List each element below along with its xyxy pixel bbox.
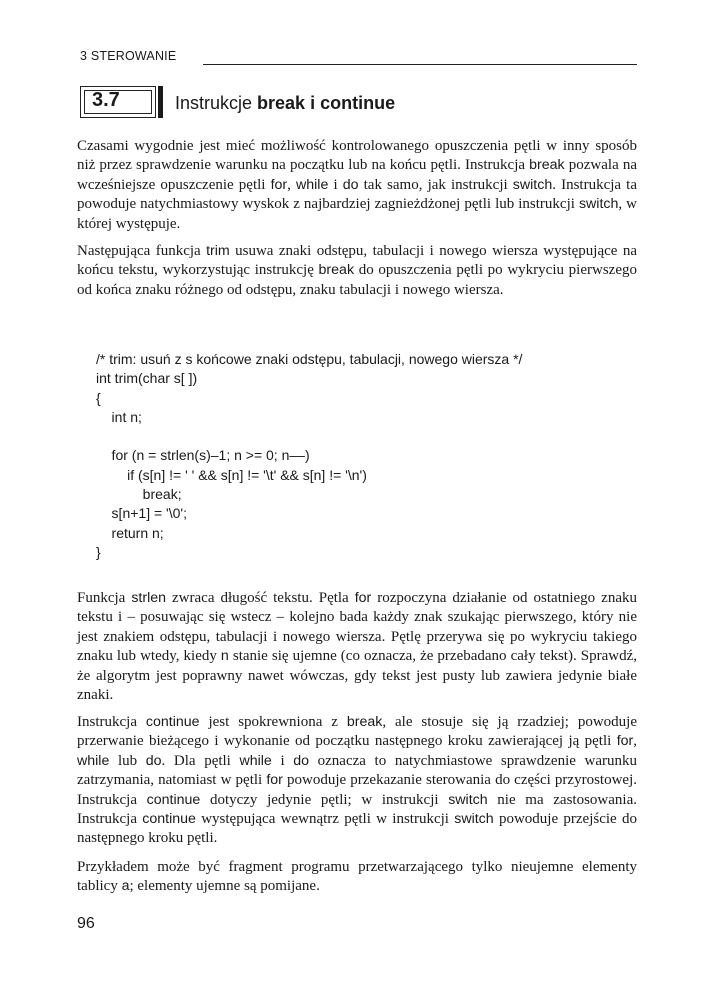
inline-keyword: for (354, 590, 372, 606)
text-run: , ale stosuje się ją rzadziej; powoduje przerwanie bieżącego i wykonanie od początku następnego kroku zawierającej ją pętli (77, 714, 637, 750)
text-run: . Dla pętli (161, 752, 240, 769)
text-run: Następująca funkcja (77, 243, 207, 259)
text-run: ; elementy ujemne są pomijane. (129, 878, 320, 895)
section-number: 3.7 (92, 89, 120, 111)
inline-keyword: switch (512, 176, 553, 193)
text-run: zwraca długość tekstu. Pętla (166, 590, 355, 606)
text-run: stanie się ujemne (co oznacza, że przebadano cały tekst). Sprawdź, że algorytm jest poprawny nawet wówczas, gdy tekst jest pusty lub zawiera jedynie białe znaki. (77, 648, 637, 704)
inline-keyword: break (529, 157, 565, 174)
section-marker-bar (158, 86, 163, 118)
inline-keyword: break (346, 714, 383, 730)
section-title-prefix: Instrukcje (175, 93, 258, 113)
text-run: powoduje przejście do następnego kroku pętli. (77, 811, 637, 847)
section-title-mid: i (305, 93, 321, 113)
header-rule (203, 64, 637, 65)
code-line: if (s[n] != ' ' && s[n] != '\t' && s[n] != '\n') (96, 466, 367, 483)
text-run: występująca wewnątrz pętli w instrukcji (195, 811, 455, 828)
text-run: Instrukcja (77, 714, 146, 730)
text-run: pozwala na wcześniejsze opuszczenie pętli (77, 157, 637, 193)
inline-keyword: strlen (131, 590, 167, 606)
inline-keyword: switch (578, 196, 619, 213)
inline-keyword: do (145, 752, 162, 769)
text-run: lub (109, 752, 146, 769)
text-run: usuwa znaki odstępu, tabulacji i nowego wiersza występujące na końcu tekstu, wykorzystując instrukcję (77, 243, 638, 279)
inline-keyword: while (239, 752, 272, 769)
paragraph (77, 242, 637, 300)
text-run: jest spokrewniona z (199, 714, 347, 730)
inline-keyword: while (296, 176, 329, 193)
running-header: 3 STEROWANIE (80, 49, 177, 63)
text-run: Funkcja (77, 590, 132, 606)
section-title (175, 93, 395, 114)
text-run: oznacza to natychmiastowe sprawdzenie warunku zatrzymania, natomiast w pętli (77, 752, 638, 789)
inline-keyword: continue (142, 811, 196, 828)
text-run: tak samo, jak instrukcji (358, 176, 513, 193)
text-run: nie ma zastosowania. Instrukcja (77, 791, 637, 828)
text-run: , w której występuje. (77, 196, 637, 232)
code-line (96, 427, 522, 446)
paragraph (77, 589, 637, 705)
code-line: /* trim: usuń z s końcowe znaki odstępu, tabulacji, nowego wiersza */ (96, 351, 523, 367)
code-line: s[n+1] = '\0'; (96, 505, 187, 522)
inline-keyword: trim (206, 243, 230, 259)
code-line: int trim(char s[ ]) (96, 370, 198, 387)
code-line: } (96, 543, 101, 560)
paragraph (77, 713, 637, 849)
inline-keyword: break (318, 262, 355, 279)
inline-keyword: for (270, 176, 288, 193)
code-line: { (96, 389, 101, 406)
paragraph (77, 137, 637, 234)
inline-keyword: continue (145, 714, 200, 730)
text-run: powoduje przekazanie sterowania do części przyrostowej. Instrukcja (77, 772, 637, 808)
text-run: Czasami wygodnie jest mieć możliwość kontrolowanego opuszczenia pętli w inny sposób niż przez sprawdzenie warunku na początku lub na końcu pętli. Instrukcja (77, 138, 637, 174)
inline-keyword: continue (146, 791, 201, 808)
text-run: i (328, 176, 343, 193)
inline-keyword: while (77, 752, 110, 769)
inline-keyword: switch (454, 811, 494, 828)
inline-keyword: n (220, 648, 229, 665)
text-run: i (271, 752, 294, 769)
page-number: 96 (77, 915, 95, 932)
inline-keyword: for (266, 772, 283, 789)
code-line: return n; (96, 524, 164, 541)
text-run: rozpoczyna działanie od ostatniego znaku tekstu i – posuwając się wstecz – kolejno bada każdy znak szukając pierwszego, który nie jest znakiem odstępu, tabulacji i nowego wiersza. Pętlę przerywa się po wykryciu takiego znaku lub wtedy, kiedy (77, 590, 637, 665)
inline-keyword: do (293, 752, 310, 769)
code-line: for (n = strlen(s)–1; n >= 0; n––) (96, 447, 310, 464)
text-run: do opuszczenia pętli po wykryciu pierwszego od końca znaku różnego od odstępu, znaku tabulacji i nowego wiersza. (77, 262, 637, 298)
section-title-kw-break: break (257, 93, 306, 113)
code-line: int n; (96, 408, 142, 425)
text-run: . Instrukcja ta powoduje natychmiastowy wyskok z najbardziej zagnieżdżonej pętli lub instrukcji (77, 176, 637, 213)
inline-keyword: for (616, 733, 634, 750)
text-run: , (633, 733, 637, 750)
inline-keyword: switch (448, 791, 488, 808)
text-run: , (287, 176, 296, 193)
inline-keyword: do (342, 176, 359, 193)
text-run: dotyczy jedynie pętli; w instrukcji (200, 791, 449, 808)
text-run: Przykładem może być fragment programu przetwarzającego tylko nieujemne elementy tablicy (77, 859, 637, 895)
code-line: break; (96, 486, 182, 503)
section-title-kw-continue: continue (320, 93, 396, 113)
code-listing (96, 350, 522, 562)
inline-keyword: a (121, 878, 130, 895)
paragraph (77, 858, 637, 897)
